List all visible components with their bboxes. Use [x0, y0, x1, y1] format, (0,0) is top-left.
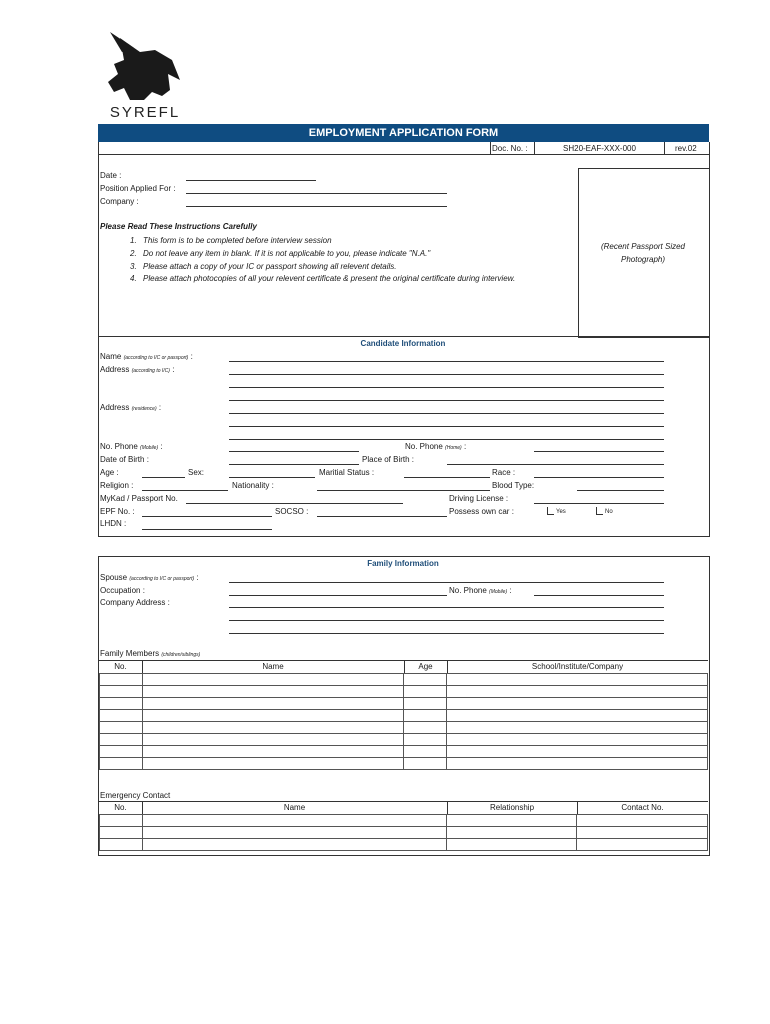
members-header-school: School/Institute/Company — [531, 662, 624, 671]
address-ic-field-1[interactable] — [229, 374, 664, 375]
instruction-num-3: 3. — [130, 262, 137, 271]
dob-field[interactable] — [229, 464, 359, 465]
table-row — [100, 815, 708, 827]
brand-name: SYREFL — [109, 104, 181, 121]
table-row — [100, 722, 708, 734]
company-address-field-2[interactable] — [229, 620, 664, 621]
socso-field[interactable] — [317, 516, 447, 517]
emergency-contact-table[interactable] — [99, 814, 708, 851]
license-label: Driving License : — [449, 494, 509, 503]
instructions-heading: Please Read These Instructions Carefully — [100, 222, 257, 231]
epf-field[interactable] — [142, 516, 272, 517]
nationality-field[interactable] — [317, 490, 490, 491]
marital-label: Maritial Status : — [319, 468, 375, 477]
car-yes-checkbox[interactable] — [547, 507, 554, 515]
table-row — [100, 710, 708, 722]
company-address-field-1[interactable] — [229, 607, 664, 608]
instruction-num-2: 2. — [130, 249, 137, 258]
car-yes-label: Yes — [556, 509, 566, 515]
members-header-no: No. — [114, 662, 127, 671]
age-field[interactable] — [142, 477, 185, 478]
doc-no-label: Doc. No. : — [492, 144, 528, 153]
phone-mobile-field[interactable] — [229, 451, 359, 452]
instruction-3: Please attach a copy of your IC or passport showing all relevent details. — [143, 262, 397, 271]
car-label: Possess own car : — [449, 507, 514, 516]
name-label: Name (according to I/C or passport) : — [100, 352, 193, 361]
name-field[interactable] — [229, 361, 664, 362]
photo-caption-2: Photograph) — [620, 255, 666, 264]
photo-box — [578, 168, 709, 338]
instruction-2: Do not leave any item in blank. If it is not applicable to you, please indicate "N.A." — [143, 249, 431, 258]
position-label: Position Applied For : — [100, 184, 176, 193]
mykad-label: MyKad / Passport No. — [100, 494, 178, 503]
sex-label: Sex: — [188, 468, 205, 477]
socso-label: SOCSO : — [275, 507, 309, 516]
nationality-label: Nationality : — [232, 481, 274, 490]
table-row — [100, 686, 708, 698]
candidate-section — [98, 336, 710, 537]
license-field[interactable] — [534, 503, 664, 504]
instruction-num-4: 4. — [130, 274, 137, 283]
table-row — [100, 698, 708, 710]
pob-label: Place of Birth : — [362, 455, 415, 464]
family-phone-label: No. Phone (Mobile) : — [449, 586, 512, 595]
family-section-title: Family Information — [367, 559, 439, 568]
blood-type-field[interactable] — [577, 490, 664, 491]
table-row — [100, 758, 708, 770]
table-row — [100, 674, 708, 686]
instruction-num-1: 1. — [130, 236, 137, 245]
age-label: Age : — [100, 468, 119, 477]
address-residence-field-1[interactable] — [229, 413, 664, 414]
dob-label: Date of Birth : — [100, 455, 149, 464]
company-label: Company : — [100, 197, 139, 206]
emergency-header-no: No. — [114, 803, 127, 812]
family-phone-field[interactable] — [534, 595, 664, 596]
position-field[interactable] — [186, 193, 447, 194]
marital-field[interactable] — [404, 477, 490, 478]
religion-label: Religion : — [100, 481, 134, 490]
mykad-field[interactable] — [186, 503, 403, 504]
address-ic-field-2[interactable] — [229, 387, 664, 388]
race-label: Race : — [492, 468, 516, 477]
table-row — [100, 827, 708, 839]
lhdn-field[interactable] — [142, 529, 272, 530]
address-residence-field-3[interactable] — [229, 439, 664, 440]
members-header-name: Name — [262, 662, 284, 671]
address-ic-label: Address (according to I/C) : — [100, 365, 175, 374]
occupation-field[interactable] — [229, 595, 447, 596]
family-members-table[interactable] — [99, 673, 708, 770]
family-members-label: Family Members (children/siblings) — [100, 649, 201, 658]
spouse-label: Spouse (according to I/C or passport) : — [100, 573, 199, 582]
pob-field[interactable] — [447, 464, 664, 465]
address-residence-field-2[interactable] — [229, 426, 664, 427]
table-row — [100, 839, 708, 851]
instruction-1: This form is to be completed before interview session — [143, 236, 332, 245]
doc-no-value: SH20-EAF-XXX-000 — [563, 144, 636, 153]
occupation-label: Occupation : — [100, 586, 145, 595]
epf-label: EPF No. : — [100, 507, 135, 516]
revision-label: rev.02 — [675, 144, 697, 153]
table-row — [100, 746, 708, 758]
car-no-label: No — [605, 509, 613, 515]
address-ic-field-3[interactable] — [229, 400, 664, 401]
company-field[interactable] — [186, 206, 447, 207]
date-field[interactable] — [186, 180, 316, 181]
phone-home-label: No. Phone (Home) : — [405, 442, 467, 451]
company-address-field-3[interactable] — [229, 633, 664, 634]
emergency-contact-label: Emergency Contact — [100, 791, 171, 800]
religion-field[interactable] — [142, 490, 228, 491]
form-title: EMPLOYMENT APPLICATION FORM — [98, 124, 709, 142]
phone-mobile-label: No. Phone (Mobile) : — [100, 442, 163, 451]
spouse-field[interactable] — [229, 582, 664, 583]
car-no-checkbox[interactable] — [596, 507, 603, 515]
address-residence-label: Address (residence) : — [100, 403, 162, 412]
photo-caption-1: (Recent Passport Sized — [600, 242, 686, 251]
lhdn-label: LHDN : — [100, 519, 127, 528]
phone-home-field[interactable] — [534, 451, 664, 452]
company-address-label: Company Address : — [100, 598, 170, 607]
candidate-section-title: Candidate Information — [360, 339, 446, 348]
emergency-header-name: Name — [283, 803, 306, 812]
emergency-header-relationship: Relationship — [489, 803, 535, 812]
members-header-age: Age — [418, 662, 433, 671]
table-row — [100, 734, 708, 746]
blood-type-label: Blood Type: — [492, 481, 535, 490]
date-label: Date : — [100, 171, 122, 180]
instruction-4: Please attach photocopies of all your relevent certificate & present the original certificate during interview. — [143, 274, 516, 283]
emergency-header-contact: Contact No. — [621, 803, 664, 812]
race-field[interactable] — [534, 477, 664, 478]
sex-field[interactable] — [229, 477, 315, 478]
